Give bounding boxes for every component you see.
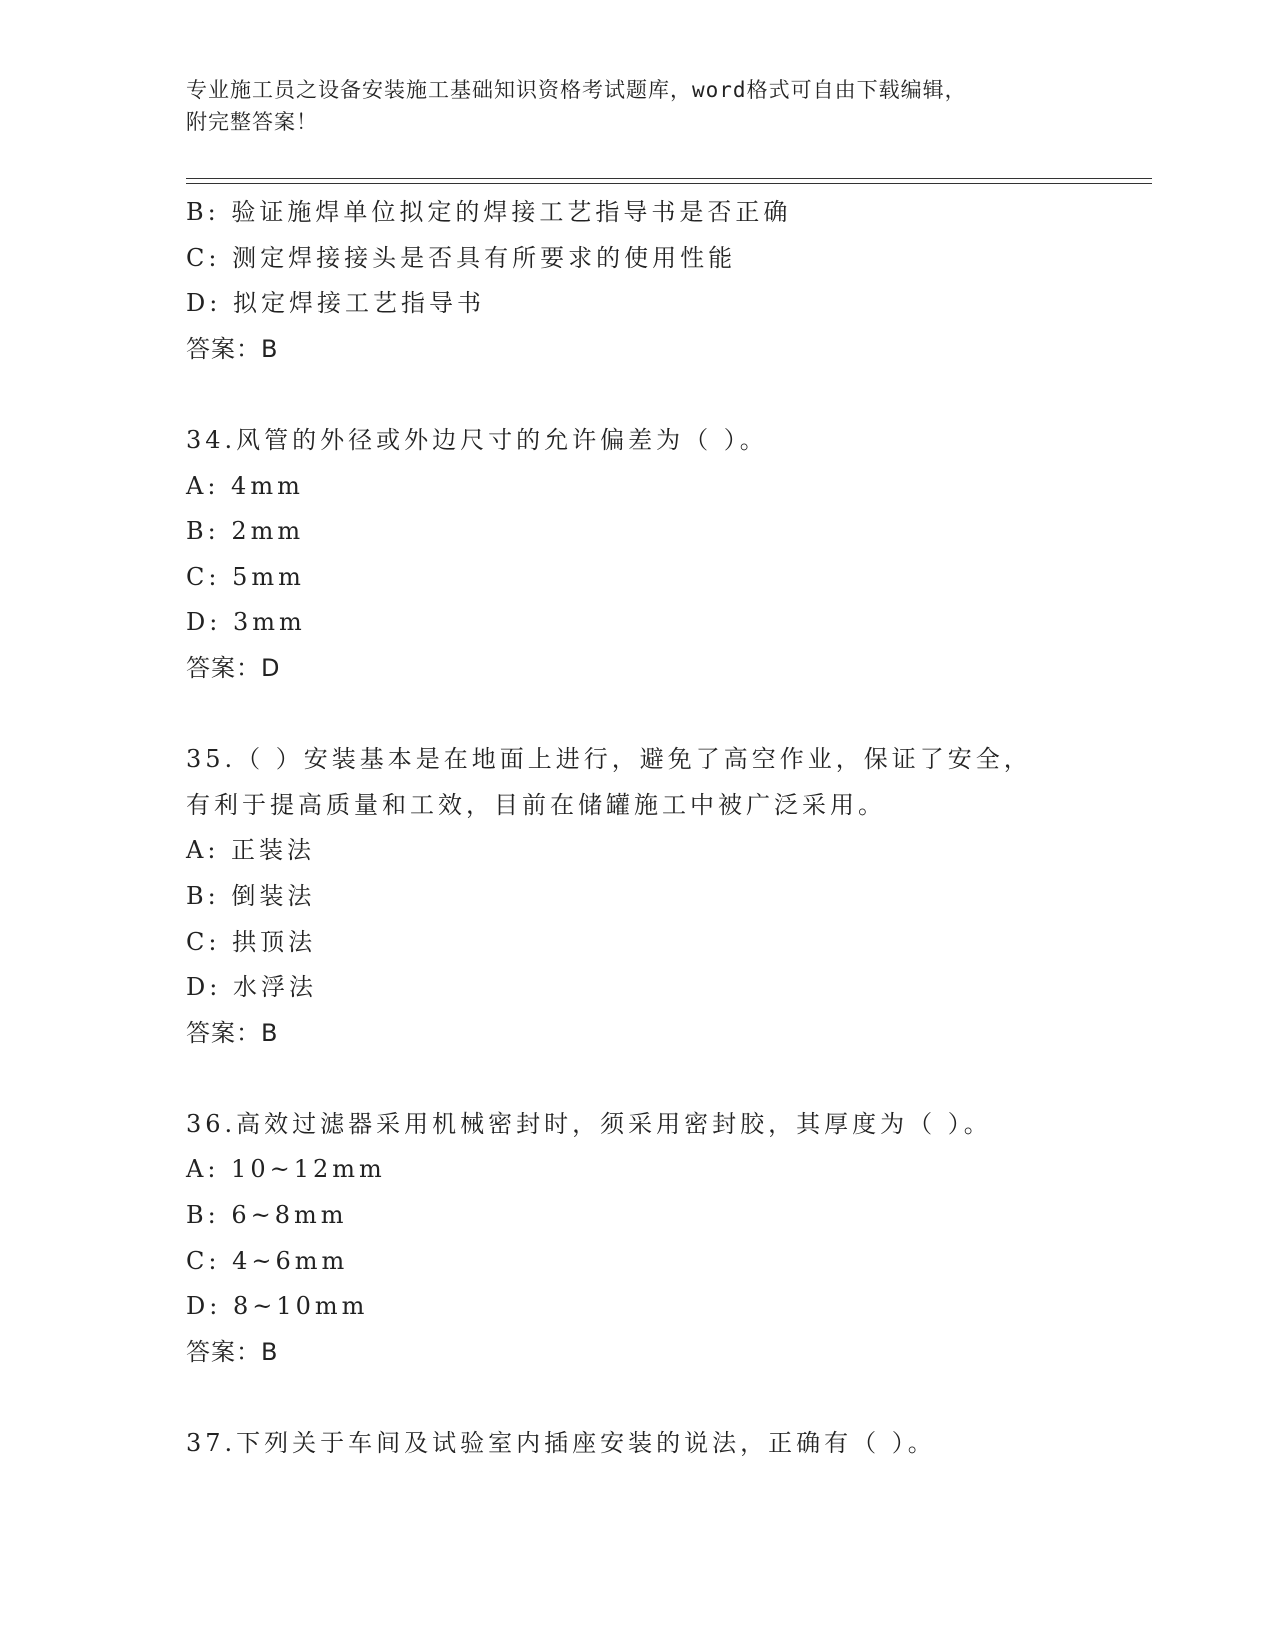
spacer xyxy=(186,1056,1152,1102)
header-line-1: 专业施工员之设备安装施工基础知识资格考试题库，word格式可自由下载编辑， xyxy=(186,78,967,102)
q34-question: 34.风管的外径或外边尺寸的允许偏差为（ ）。 xyxy=(186,425,768,454)
q34-option-c: C: 5mm xyxy=(186,562,305,591)
question-37-block xyxy=(186,1421,1152,1467)
q35-option-c: C: 拱顶法 xyxy=(186,927,317,956)
q35-question-line-1: 35.（ ）安装基本是在地面上进行，避免了高空作业，保证了安全， xyxy=(186,745,1032,774)
q35-option-d: D: 水浮法 xyxy=(186,973,317,1002)
q33-option-d: D: 拟定焊接工艺指导书 xyxy=(186,289,485,318)
spacer xyxy=(186,1375,1152,1421)
q36-answer: 答案：B xyxy=(186,1337,279,1366)
q33-option-c: C: 测定焊接接头是否具有所要求的使用性能 xyxy=(186,243,737,272)
spacer xyxy=(186,372,1152,418)
question-34-block xyxy=(186,418,1152,692)
q37-question: 37.下列关于车间及试验室内插座安装的说法，正确有（ ）。 xyxy=(186,1429,936,1458)
q33-option-b: B: 验证施焊单位拟定的焊接工艺指导书是否正确 xyxy=(186,198,792,226)
q35-option-a: A: 正装法 xyxy=(186,836,316,865)
spacer xyxy=(186,692,1152,738)
q35-option-b: B: 倒装法 xyxy=(186,881,316,910)
header-divider-top xyxy=(186,178,1152,179)
header-line-2: 附完整答案！ xyxy=(186,110,318,134)
q36-option-d: D: 8~10mm xyxy=(186,1292,369,1321)
question-list xyxy=(186,190,1152,1467)
q36-option-c: C: 4~6mm xyxy=(186,1246,349,1275)
document-header xyxy=(186,74,1066,138)
q35-question-line-2: 有利于提高质量和工效，目前在储罐施工中被广泛采用。 xyxy=(186,790,886,819)
q33-answer: 答案：B xyxy=(186,334,279,363)
q36-question: 36.高效过滤器采用机械密封时，须采用密封胶，其厚度为（ ）。 xyxy=(186,1109,992,1138)
question-33-block xyxy=(186,190,1152,372)
q34-answer: 答案：D xyxy=(186,653,281,682)
q35-answer: 答案：B xyxy=(186,1018,279,1047)
header-divider-bottom xyxy=(186,183,1152,184)
question-35-block xyxy=(186,737,1152,1056)
q34-option-b: B: 2mm xyxy=(186,517,305,546)
question-36-block xyxy=(186,1102,1152,1376)
q36-option-b: B: 6~8mm xyxy=(186,1201,348,1230)
q34-option-a: A: 4mm xyxy=(186,471,304,500)
q36-option-a: A: 10~12mm xyxy=(186,1155,386,1184)
q34-option-d: D: 3mm xyxy=(186,608,306,637)
